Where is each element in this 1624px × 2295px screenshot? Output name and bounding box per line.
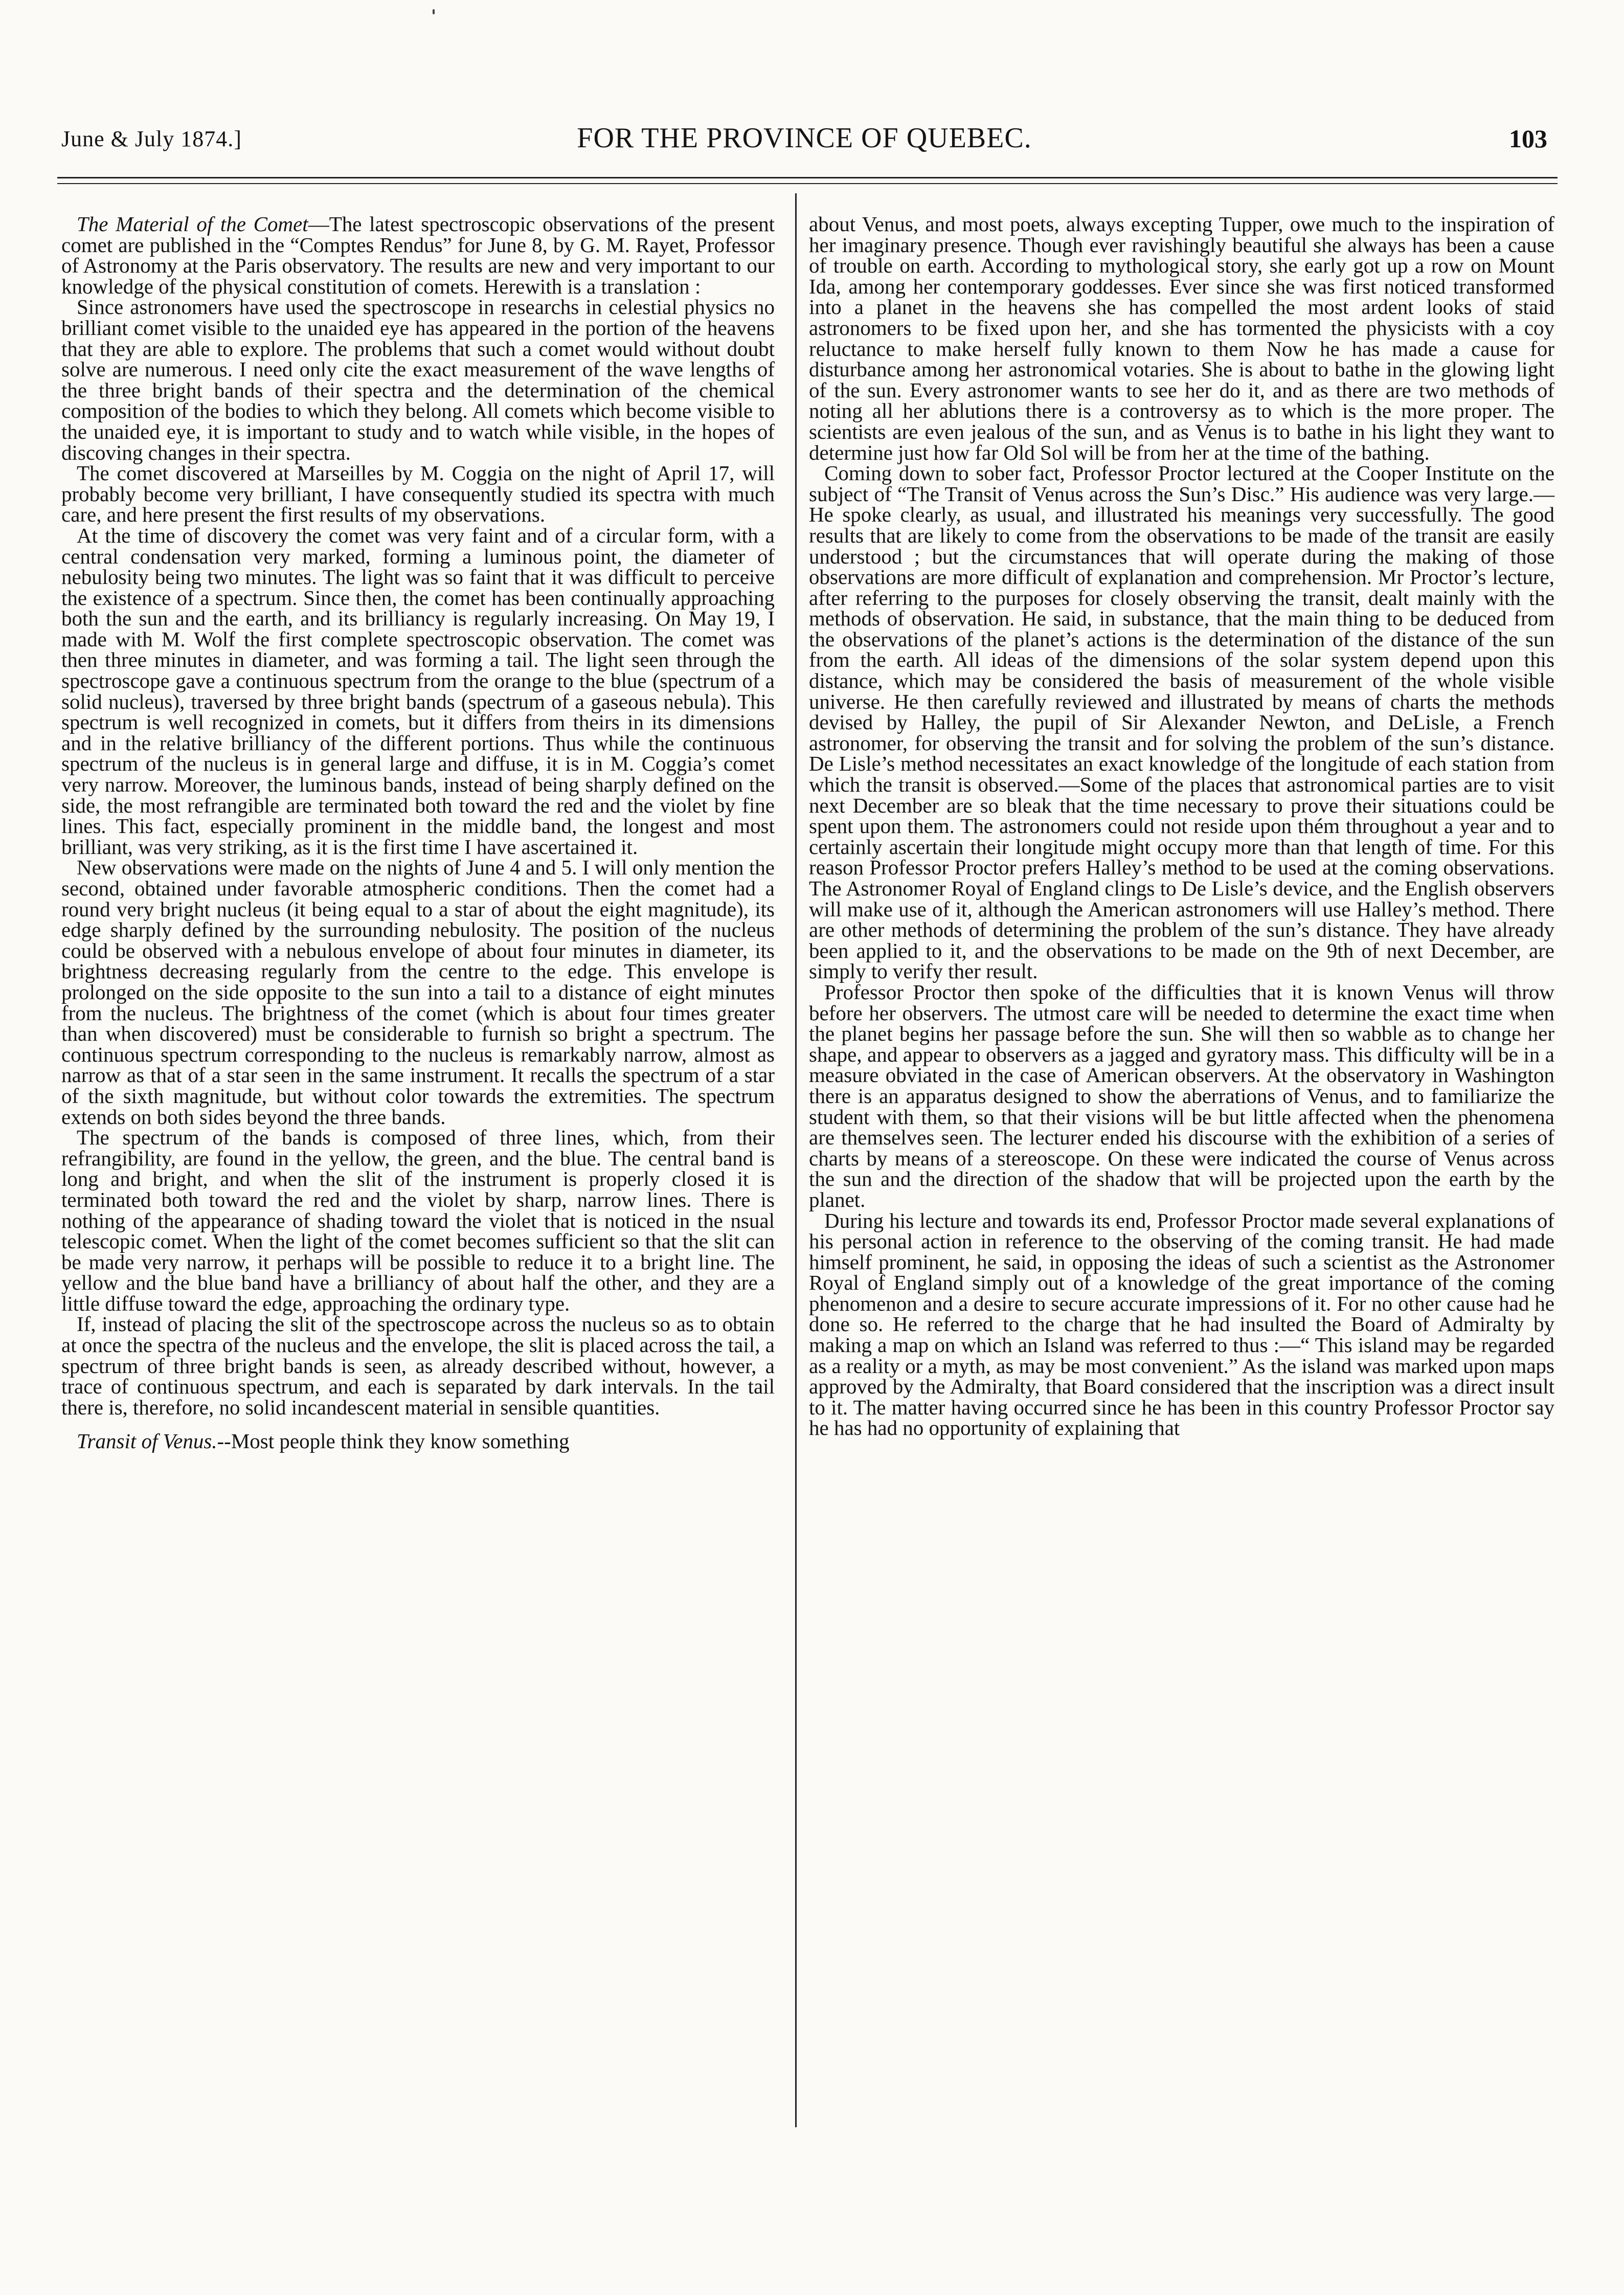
paragraph: New observations were made on the nights of June 4 and 5. I will only mention the second, obtained under favorable atmospheric conditions. Then the comet had a round very bright nucleus (it being equal to a star of about the eight magnitude), its edge sharply defined by the surrounding nebulosity. The position of the nucleus could be observed with a nebulous envelope of about four minutes in diameter, its brightness decreasing regularly from the centre to the edge. This envelope is prolonged on the side opposite to the sun into a tail to a distance of eight minutes from the nucleus. The brightness of the comet (which is about four times greater than when discovered) must be considerable to furnish so bright a spectrum. The continuous spectrum corresponding to the nucleus is remarkably narrow, almost as narrow as that of a star seen in the same instrument. It recalls the spectrum of a star of the sixth magnitude, but without color towards the extremities. The spectrum extends on both sides beyond the three bands. xyxy=(61,856,775,1129)
comet-intro-text: —The latest spectroscopic observations of the present comet are published in the “Comptes Rendus” for June 8, by G. M. Rayet, Professor of Astronomy at the Paris observatory. The results are new and very important to our knowledge of the physical constitution of comets. Herewith is a translation : xyxy=(61,212,775,298)
comet-article-heading: The Material of the Comet xyxy=(77,212,308,236)
venus-intro-text: --Most people think they know something xyxy=(217,1429,570,1453)
left-column xyxy=(61,214,775,1452)
paragraph: The spectrum of the bands is composed of three lines, which, from their refrangibility, are found in the yellow, the green, and the blue. The central band is long and bright, and when the slit of the instrument is properly closed it is terminated both toward the red and the violet by sharp, narrow lines. There is nothing of the appearance of shading toward the violet that is noticed in the nsual telescopic comet. When the light of the comet becomes sufficient so that the slit can be made very narrow, it perhaps will be possible to reduce it to a bright line. The yellow and the blue band have a brilliancy of about half the other, and they are a little diffuse toward the edge, approaching the ordinary type. xyxy=(61,1126,775,1315)
header-rule-thin xyxy=(57,183,1558,184)
venus-article-intro xyxy=(61,1431,775,1452)
running-header xyxy=(61,122,1547,158)
paragraph: During his lecture and towards its end, Professor Proctor made several explanations of his personal action in reference to the observing of the coming transit. He had made himself prominent, he said, in opposing the ideas of such a scientist as the Astronomer Royal of England simply out of a knowledge of the great importance of the coming phenomenon and a desire to secure accurate impressions of it. For no other cause had he done so. He referred to the charge that he had insulted the Board of Admiralty by making a map on which an Island was referred to thus :—“ This island may be regarded as a reality or a myth, as may be most convenient.” As the island was marked upon maps approved by the Admiralty, that Board considered that the inscription was a direct insult to it. The matter having occurred since he has been in this country Professor Proctor say he has had no opportunity of explaining that xyxy=(809,1208,1554,1440)
paragraph: Professor Proctor then spoke of the difficulties that it is known Venus will throw before her observers. The utmost care will be needed to determine the exact time when the planet begins her passage before the sun. She will then so wabble as to change her shape, and appear to observers as a jagged and gyratory mass. This difficulty will be in a measure obviated in the case of American observers. At the observatory in Washington there is an apparatus designed to show the aberrations of Venus, and to familiarize the student with them, so that their visions will be but little affected when the phenomena are themselves seen. The lecturer ended his discourse with the exhibition of a series of charts by means of a stereoscope. On these were indicated the course of Venus across the sun and the direction of the shadow that will be projected upon the earth by the planet. xyxy=(809,980,1554,1211)
column-divider xyxy=(795,193,797,2127)
paragraph: about Venus, and most poets, always excepting Tupper, owe much to the inspiration of her imaginary presence. Though ever ravishingly beautiful she always has been a cause of trouble on earth. According to mythological story, she early got up a row on Mount Ida, among her contemporary goddesses. Ever since she was first noticed transformed into a planet in the heavens she has compelled the most ardent looks of staid astronomers to be fixed upon her, and she has tormented the physicists with a coy reluctance to make herself fully known to them Now he has made a cause for disturbance among her astronomical votaries. She is about to bathe in the glowing light of the sun. Every astronomer wants to see her do it, and as there are two methods of noting all her ablutions there is a controversy as to which is the more proper. The scientists are even jealous of the sun, and as Venus is to bathe in his light they want to determine just how far Old Sol will be from her at the time of the bathing. xyxy=(809,212,1554,464)
venus-article-heading: Transit of Venus. xyxy=(77,1429,217,1453)
print-speck xyxy=(433,9,435,14)
comet-article-intro xyxy=(61,214,775,297)
running-title: FOR THE PROVINCE OF QUEBEC. xyxy=(577,122,1032,154)
issue-date: June & July 1874.] xyxy=(61,126,242,151)
paragraph: Coming down to sober fact, Professor Proctor lectured at the Cooper Institute on the subject of “The Transit of Venus across the Sun’s Disc.” His audience was very large.—He spoke clearly, as usual, and illustrated his meanings very successfully. The good results that are likely to come from the observations to be made of the transit are easily understood ; but the circumstances that will operate during the making of those observations are more difficult of explanation and comprehension. Mr Proctor’s lecture, after referring to the purposes for closely observing the transit, dealt mainly with the methods of observation. He said, in substance, that the main thing to be deduced from the observations of the planet’s actions is the determination of the distance of the sun from the earth. All ideas of the dimensions of the solar system depend upon this distance, which may be considered the basis of measurement of the whole visible universe. He then carefully reviewed and illustrated by means of charts the methods devised by Halley, the pupil of Sir Alexander Newton, and DeLisle, a French astronomer, for observing the transit and for solving the problem of the sun’s distance. De Lisle’s method necessitates an exact knowledge of the longitude of each station from which the transit is observed.—Some of the places that astronomical parties are to visit next December are so bleak that the time necessary to prove their situations could be spent upon them. The astronomers could not reside upon thém throughout a year and to certainly ascertain their longitude might occupy more than that length of time. For this reason Professor Proctor prefers Halley’s method to be used at the coming observations. The Astronomer Royal of England clings to De Lisle’s device, and the English observers will make use of it, although the American astronomers will use Halley’s method. There are other methods of determining the problem of the sun’s distance. They have already been applied to it, and the observations to be made on the 9th of next December, are simply to verify ther result. xyxy=(809,461,1554,983)
header-rule xyxy=(57,177,1558,178)
right-column xyxy=(809,214,1554,1438)
paragraph: Since astronomers have used the spectroscope in researchs in celestial physics no brilliant comet visible to the unaided eye has appeared in the portion of the heavens that they are able to explore. The problems that such a comet would without doubt solve are numerous. I need only cite the exact measurement of the wave lengths of the three bright bands of their spectra and the determination of the chemical composition of the bodies to which they belong. All comets which become visible to the unaided eye, it is important to study and to watch while visible, in the hopes of discoving changes in their spectra. xyxy=(61,295,775,464)
paragraph: At the time of discovery the comet was very faint and of a circular form, with a central condensation very marked, forming a luminous point, the diameter of nebulosity being two minutes. The light was so faint that it was difficult to perceive the existence of a spectrum. Since then, the comet has been continually approaching both the sun and the earth, and its brilliancy is regularly increasing. On May 19, I made with M. Wolf the first complete spectroscopic observation. The comet was then three minutes in diameter, and was forming a tail. The light seen through the spectroscope gave a continuous spectrum from the orange to the blue (spectrum of a solid nucleus), traversed by three bright bands (spectrum of a gaseous nebula). This spectrum is well recognized in comets, but it differs from theirs in its dimensions and in the relative brilliancy of the different portions. Thus while the continuous spectrum of the nucleus is in general large and diffuse, it is in M. Coggia’s comet very narrow. Moreover, the luminous bands, instead of being sharply defined on the side, the most refrangible are terminated both toward the red and the violet by fine lines. This fact, especially prominent in the middle band, the longest and most brilliant, was very striking, as it is the first time I have ascertained it. xyxy=(61,523,775,859)
paragraph: The comet discovered at Marseilles by M. Coggia on the night of April 17, will probably become very brilliant, I have consequently studied its spectra with much care, and here present the first results of my observations. xyxy=(61,461,775,527)
page-number: 103 xyxy=(1509,124,1547,153)
paragraph: If, instead of placing the slit of the spectroscope across the nucleus so as to obtain at once the spectra of the nucleus and the envelope, the slit is placed across the tail, a spectrum of three bright bands is seen, as already described without, however, a trace of continuous spectrum, and each is separated by dark intervals. In the tail there is, therefore, no solid incandescent material in sensible quantities. xyxy=(61,1312,775,1419)
